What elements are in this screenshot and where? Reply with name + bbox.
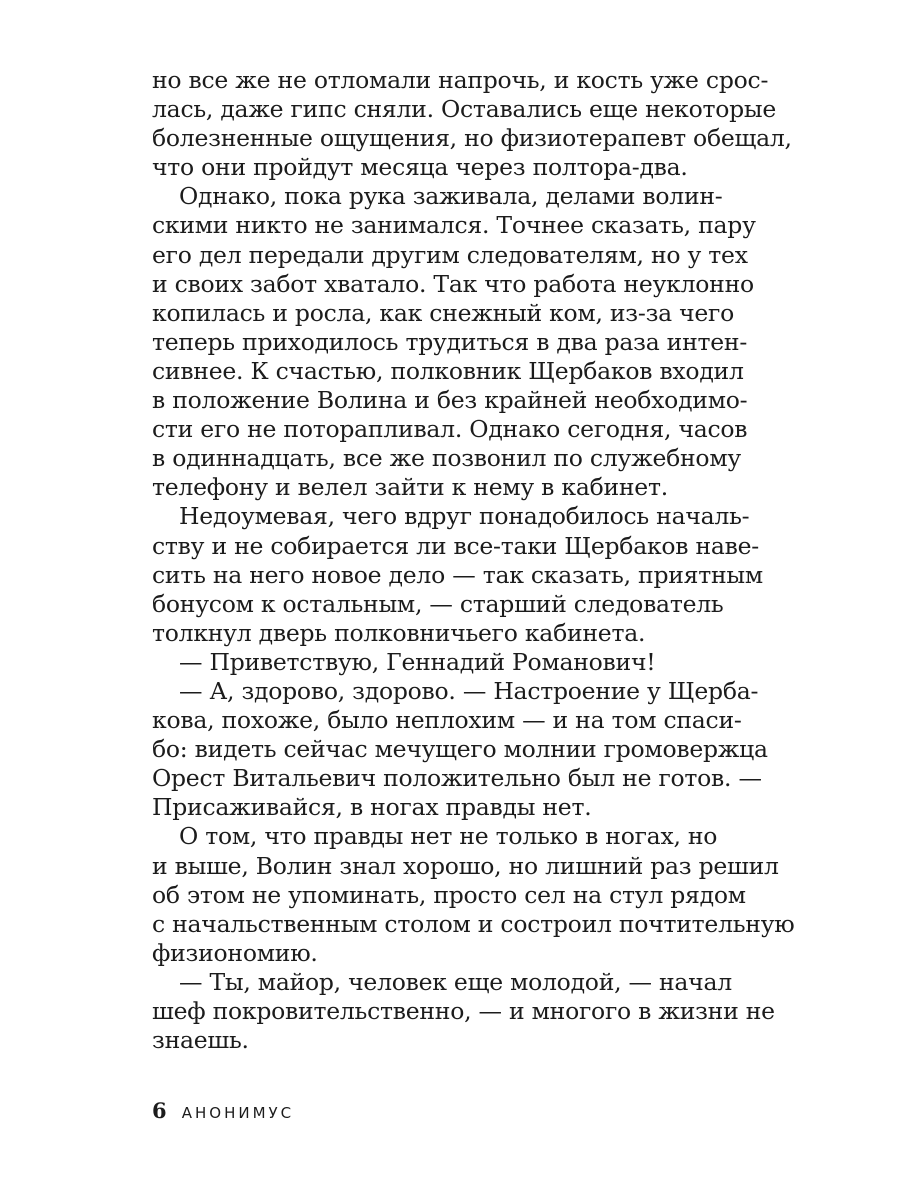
text-line: О том, что правды нет не только в ногах, но [179,822,718,851]
text-line: Недоумевая, чего вдруг понадобилось началь- [179,502,750,531]
text-line: толкнул дверь полковничьего кабинета. [152,618,646,647]
text-line: сивнее. К счастью, полковник Щербаков входил [152,356,744,385]
text-line: но все же не отломали напрочь, и кость уже срос- [152,66,769,94]
text-line: бо: видеть сейчас мечущего молнии громовержца [152,735,768,764]
text-line: телефону и велел зайти к нему в кабинет. [152,473,668,502]
text-line: об этом не упоминать, просто сел на стул рядом [152,880,746,909]
text-line: что они пройдут месяца через полтора-два. [152,153,688,182]
text-line: и своих забот хватало. Так что работа неуклонно [152,269,754,298]
text-line: его дел передали другим следователям, но у тех [152,240,748,269]
text-line: Однако, пока рука заживала, делами волин- [179,182,723,211]
text-line: Орест Витальевич положительно был не готов. — [152,764,762,793]
text-line: сить на него новое дело — так сказать, приятным [152,560,763,589]
text-line: — А, здорово, здорово. — Настроение у Щерба- [179,676,759,705]
text-line: кова, похоже, было неплохим — и на том спаси- [152,706,742,735]
body-text [152,66,795,1055]
text-line: ству и не собирается ли все-таки Щербаков наве- [152,531,759,560]
text-line: лась, даже гипс сняли. Оставались еще некоторые [152,95,777,124]
text-line: бонусом к остальным, — старший следователь [152,589,724,618]
text-line: физиономию. [152,938,318,967]
page-footer [152,1098,294,1123]
text-line: сти его не поторапливал. Однако сегодня, часов [152,415,748,444]
text-line: болезненные ощущения, но физиотерапевт обещал, [152,124,792,153]
text-line: и выше, Волин знал хорошо, но лишний раз решил [152,851,779,880]
text-line: скими никто не занимался. Точнее сказать, пару [152,211,756,240]
text-line: копилась и росла, как снежный ком, из-за чего [152,298,735,327]
text-line: шеф покровительственно, — и многого в жизни не [152,997,775,1025]
page-number: 6 [152,1098,167,1123]
text-line: — Приветствую, Геннадий Романович! [179,647,656,676]
text-line: в одиннадцать, все же позвонил по служебному [152,444,741,473]
text-line: Присаживайся, в ногах правды нет. [152,793,592,822]
text-line: в положение Волина и без крайней необходимо- [152,386,748,415]
text-line: знаешь. [152,1026,249,1055]
text-line: теперь приходилось трудиться в два раза интен- [152,327,748,356]
text-line: с начальственным столом и состроил почтительную [152,909,795,938]
text-line: — Ты, майор, человек еще молодой, — начал [179,967,732,996]
running-head-author: АНОНИМУС [181,1104,295,1122]
